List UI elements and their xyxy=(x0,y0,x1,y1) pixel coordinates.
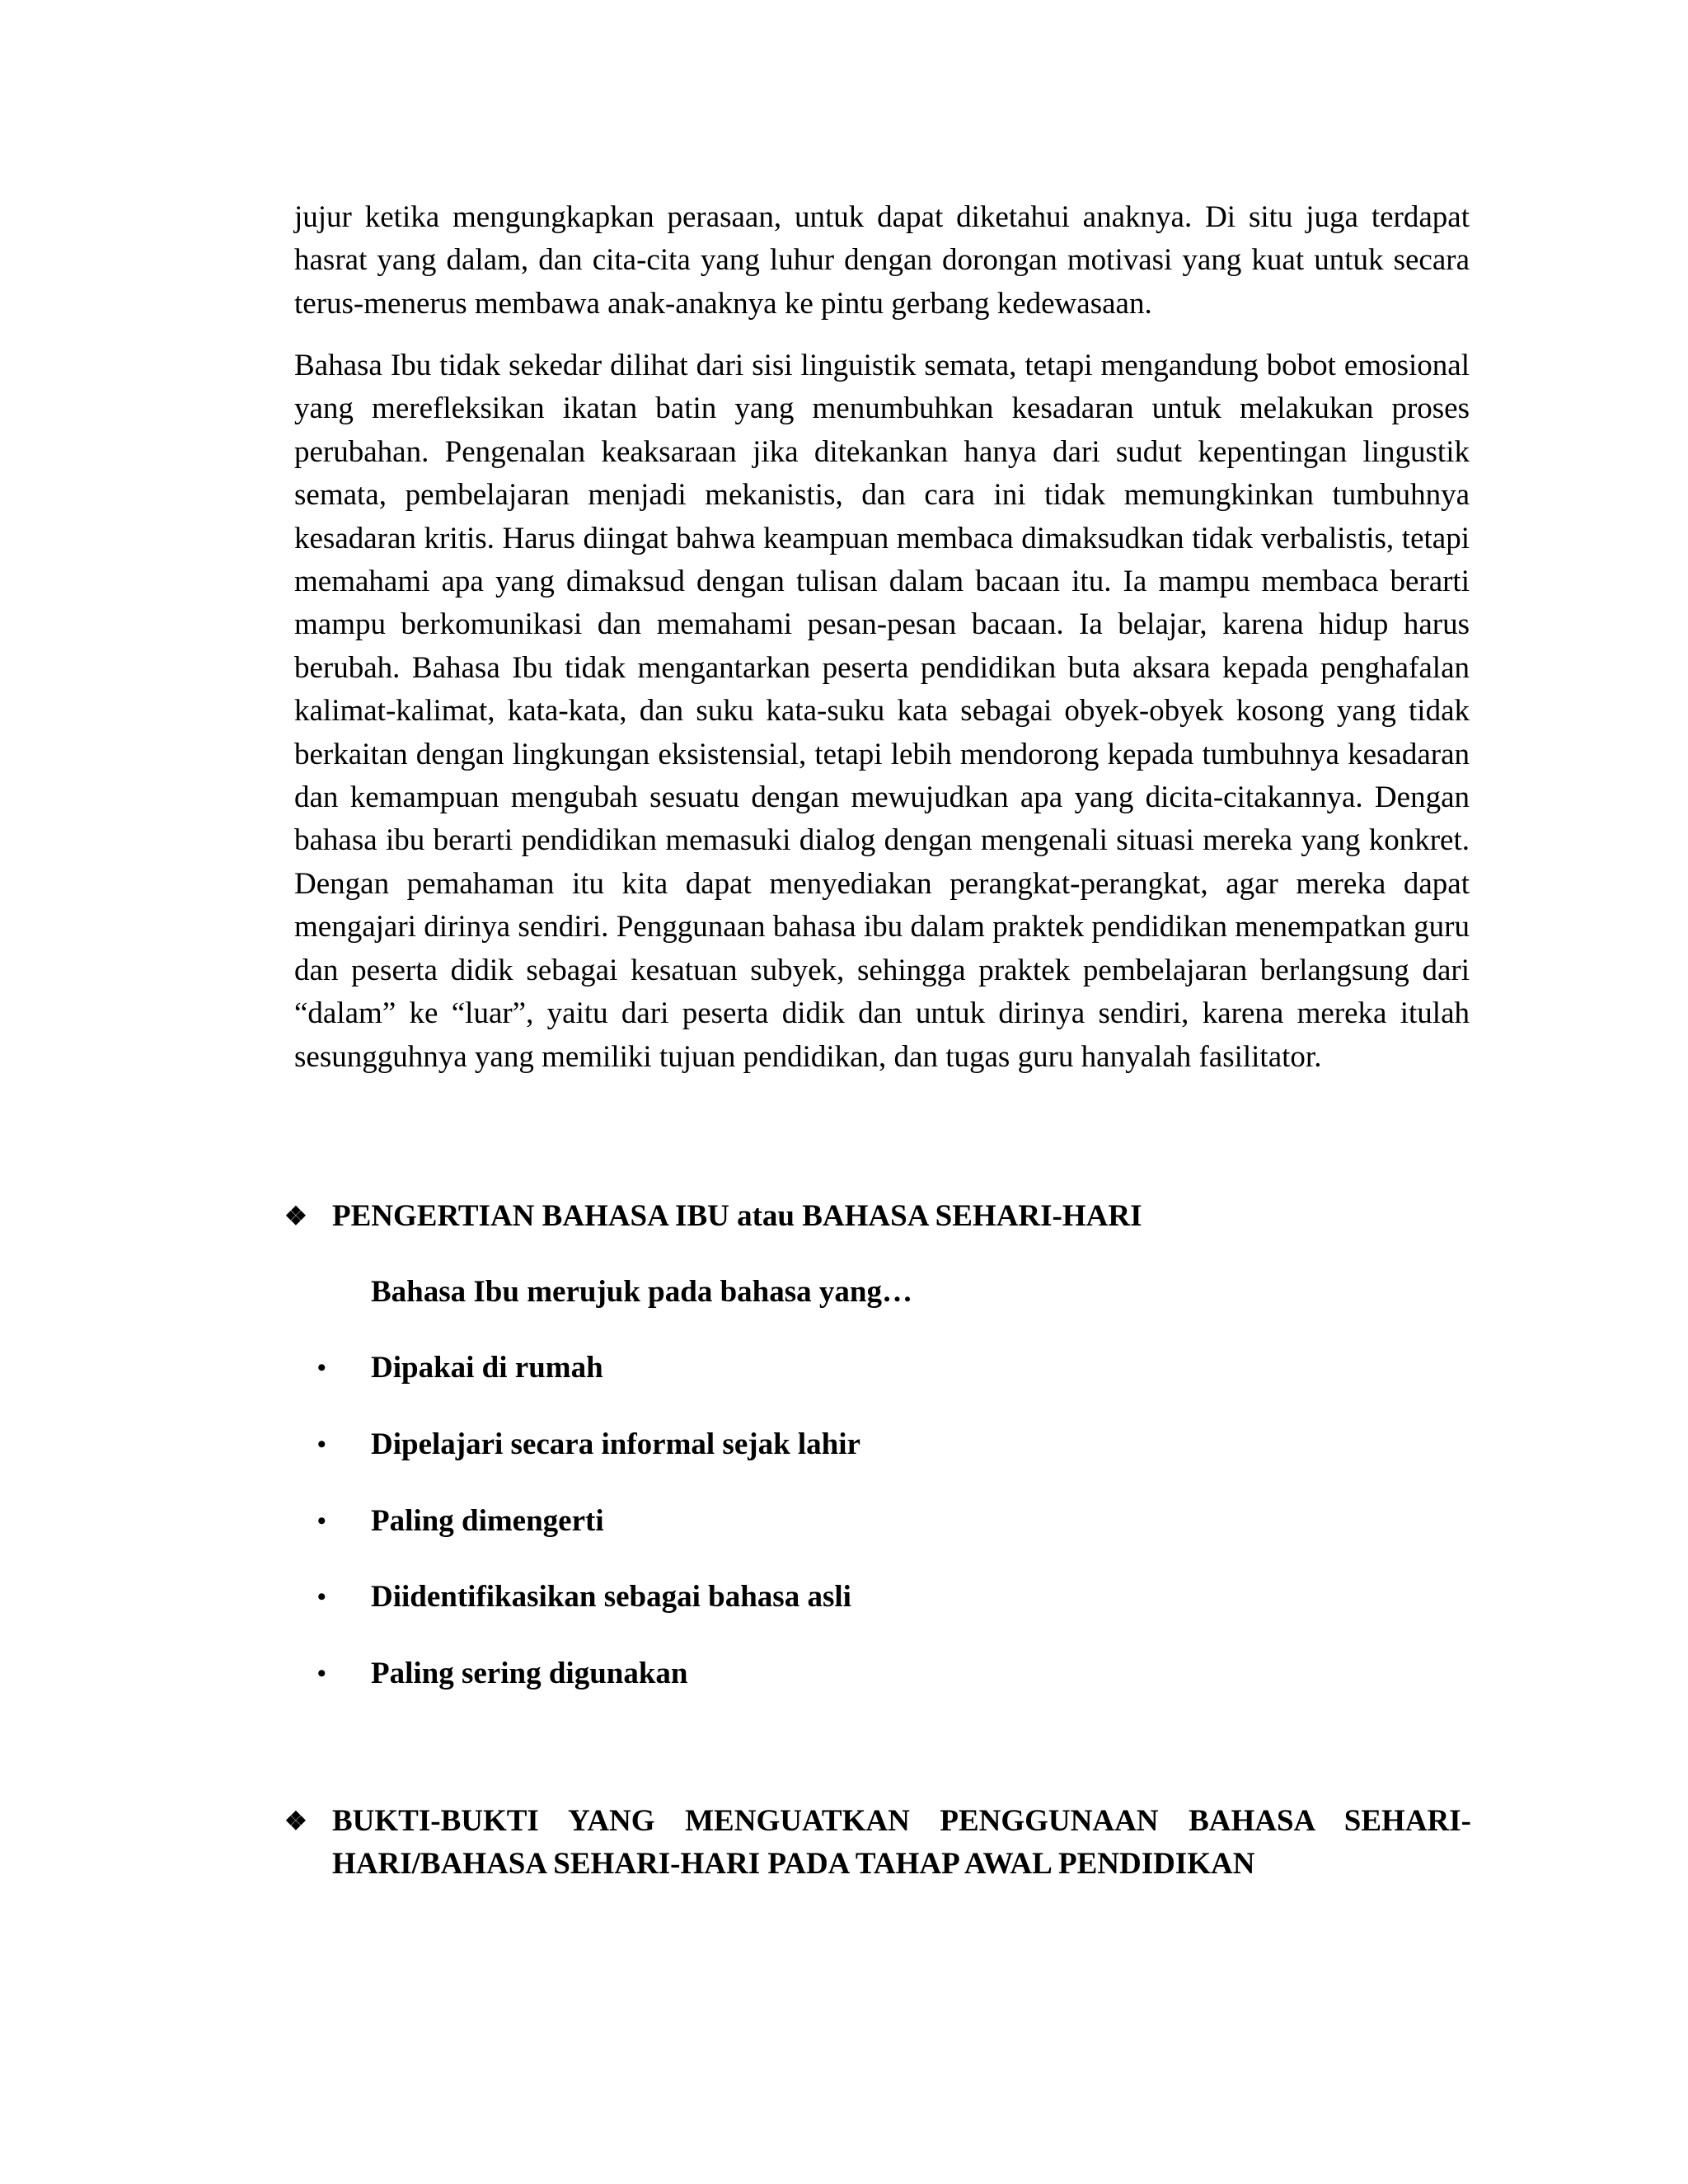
bullet-dot-icon: • xyxy=(317,1583,326,1610)
list-item-text: Diidentifikasikan sebagai bahasa asli xyxy=(371,1580,851,1614)
section-heading-bukti xyxy=(284,1800,1471,1886)
bullet-dot-icon: • xyxy=(317,1354,326,1381)
diamond-bullet-icon: ❖ xyxy=(284,1807,307,1835)
list-item-text: Dipakai di rumah xyxy=(371,1351,603,1385)
list-item-text: Paling dimengerti xyxy=(371,1504,604,1538)
bullet-dot-icon: • xyxy=(317,1431,326,1458)
bullet-dot-icon: • xyxy=(317,1507,326,1535)
list-item xyxy=(317,1423,860,1466)
list-item xyxy=(317,1500,604,1543)
list-item-text: Paling sering digunakan xyxy=(371,1657,688,1690)
bullet-dot-icon: • xyxy=(317,1660,326,1687)
section-heading-text: PENGERTIAN BAHASA IBU atau BAHASA SEHARI-HARI xyxy=(332,1199,1142,1233)
section-intro-text: Bahasa Ibu merujuk pada bahasa yang… xyxy=(371,1275,912,1309)
list-item xyxy=(317,1576,851,1619)
paragraph-bahasa-ibu: Bahasa Ibu tidak sekedar dilihat dari sisi linguistik semata, tetapi mengandung bobot emosional yang merefleksikan ikatan batin yang menumbuhkan kesadaran untuk melakukan proses perubahan. Pengenalan keaksaraan jika ditekankan hanya dari sudut kepentingan lingustik semata, pembelajaran menjadi mekanistis, dan cara ini tidak memungkinkan tumbuhnya kesadaran kritis. Harus diingat bahwa keampuan membaca dimaksudkan tidak verbalistis, tetapi memahami apa yang dimaksud dengan tulisan dalam bacaan itu. Ia mampu membaca berarti mampu berkomunikasi dan memahami pesan-pesan bacaan. Ia belajar, karena hidup harus berubah. Bahasa Ibu tidak mengantarkan peserta pendidikan buta aksara kepada penghafalan kalimat-kalimat, kata-kata, dan suku kata-suku kata sebagai obyek-obyek kosong yang tidak berkaitan dengan lingkungan eksistensial, tetapi lebih mendorong kepada tumbuhnya kesadaran dan kemampuan mengubah sesuatu dengan mewujudkan apa yang dicita-citakannya. Dengan bahasa ibu berarti pendidikan memasuki dialog dengan mengenali situasi mereka yang konkret. Dengan pemahaman itu kita dapat menyediakan perangkat-perangkat, agar mereka dapat mengajari dirinya sendiri. Penggunaan bahasa ibu dalam praktek pendidikan menempatkan guru dan peserta didik sebagai kesatuan subyek, sehingga praktek pembelajaran berlangsung dari “dalam” ke “luar”, yaitu dari peserta didik dan untuk dirinya sendiri, karena mereka itulah sesungguhnya yang memiliki tujuan pendidikan, dan tugas guru hanyalah fasilitator. xyxy=(294,349,1470,1074)
list-item xyxy=(317,1347,603,1390)
paragraph-intro: jujur ketika mengungkapkan perasaan, untuk dapat diketahui anaknya. Di situ juga terdapat hasrat yang dalam, dan cita-cita yang luhur dengan dorongan motivasi yang kuat untuk secara terus-menerus membawa anak-anaknya ke pintu gerbang kedewasaan. xyxy=(294,200,1470,321)
section-heading-text: BUKTI-BUKTI YANG MENGUATKAN PENGGUNAAN BAHASA SEHARI-HARI/BAHASA SEHARI-HARI PADA TAHAP AWAL PENDIDIKAN xyxy=(332,1804,1471,1881)
section-heading-pengertian xyxy=(284,1195,1471,1238)
list-item xyxy=(317,1652,688,1695)
list-item-text: Dipelajari secara informal sejak lahir xyxy=(371,1427,860,1461)
diamond-bullet-icon: ❖ xyxy=(284,1202,307,1230)
